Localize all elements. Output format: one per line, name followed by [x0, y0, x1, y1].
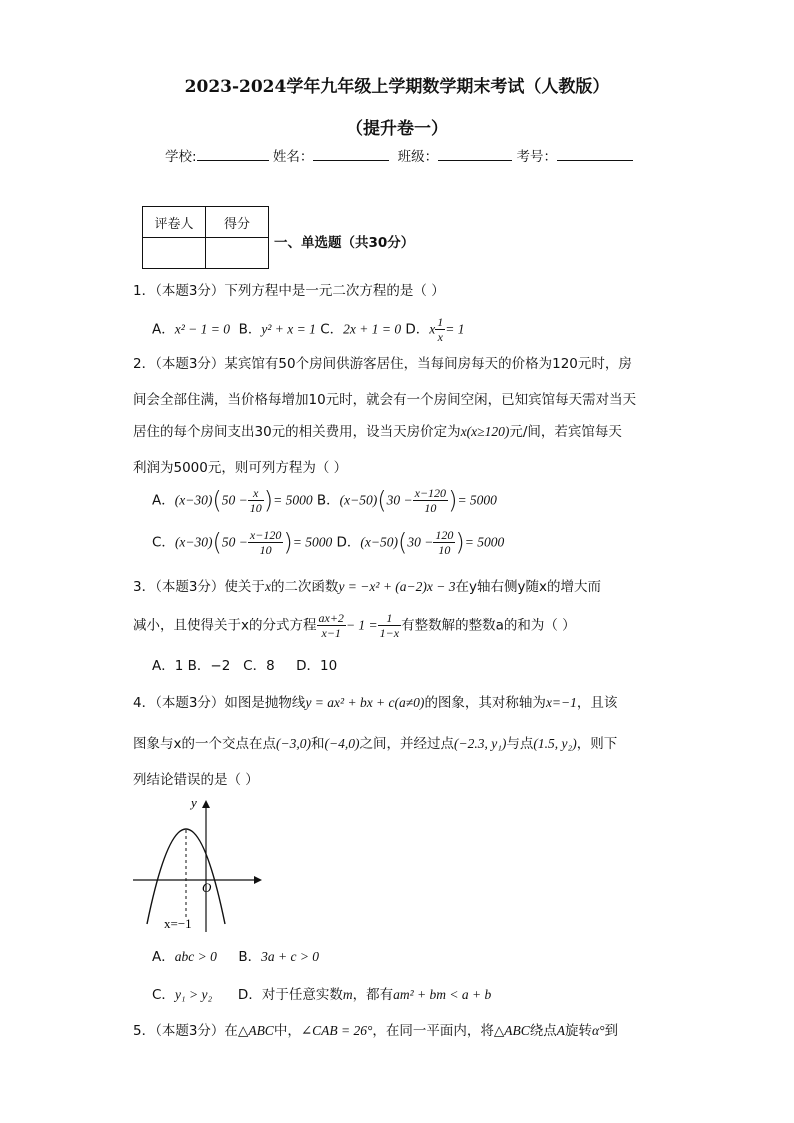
q2-option-b-left: (x−50)	[339, 492, 378, 508]
q4-option-d: am² + bm < a + b	[393, 987, 492, 1002]
q2-option-d-right: = 5000	[464, 534, 505, 550]
q3-l2-mid: − 1 =	[345, 617, 378, 633]
name-blank[interactable]	[313, 146, 389, 161]
q2-line2: 间会全部住满，当价格每增加10元时，就会有一个房间空闲，已知宾馆每天需对当天	[133, 392, 637, 408]
q4-l2-and2: 与点	[506, 736, 534, 752]
q4-point-2: (−4,0)	[324, 736, 360, 751]
q4-axis-math: x=−1	[545, 695, 577, 710]
q2-option-row-2: C．(x−30)(50 − $\frac{x-120}{10}$ )= 5000 D．(x−50)(30 − $\frac{120}{10}$ )= 5000	[152, 528, 505, 557]
q4-line3: 列结论错误的是（ ）	[133, 772, 259, 788]
name-label: 姓名：	[272, 149, 314, 165]
grader-score-table	[142, 206, 269, 269]
q2-option-a-fraction: $\frac{x}{10}$	[249, 486, 262, 515]
q2-option-d-mid: 30 −	[407, 534, 434, 550]
school-label: 学校:	[165, 149, 197, 165]
q3-l1-post: 在y轴右侧y随x的增大而	[455, 579, 601, 595]
q5-pre: 5．（本题3分）在	[133, 1023, 238, 1039]
graph-y-label: y	[191, 795, 197, 810]
q1-option-a: x² − 1 = 0	[174, 321, 231, 337]
q4-line1	[133, 691, 617, 711]
q1-stem: 1．（本题3分）下列方程中是一元二次方程的是（ ）	[133, 283, 445, 299]
q2-option-c-left: (x−30)	[174, 534, 213, 550]
q2-option-d-left: (x−50)	[360, 534, 399, 550]
q4-option-a-label[interactable]: A．	[152, 949, 175, 965]
q2-option-c-label[interactable]: C．	[152, 534, 175, 551]
q2-option-a-right: = 5000	[273, 492, 313, 508]
x-axis-arrow	[254, 876, 262, 884]
q4-l2-mid: 之间，并经过点	[359, 736, 454, 752]
q1-option-b: y² + x = 1	[261, 321, 316, 337]
q2-option-a-label[interactable]: A．	[152, 492, 175, 509]
q1-option-d-eq: = 1	[445, 321, 465, 337]
q4-options-row-2	[152, 983, 491, 1003]
q3-l2-pre: 减小，且使得关于x的分式方程	[133, 617, 317, 634]
q5-triangle: △ABC	[237, 1023, 274, 1038]
q2-line1: 2．（本题3分）某宾馆有50个房间供游客居住，当每间房每天的价格为120元时，房	[133, 356, 632, 372]
q1-option-c-label[interactable]: C．	[320, 321, 344, 338]
q3-fraction-1: $\frac{ax+2}{x-1}$	[318, 611, 344, 640]
q2-option-b-fraction: $\frac{x-120}{10}$	[414, 486, 447, 515]
q5-mid3: 绕点	[529, 1023, 557, 1039]
q4-option-b-label[interactable]: B．	[238, 949, 262, 965]
q2-option-d-fraction: $\frac{120}{10}$	[435, 528, 454, 557]
q5-alpha: α°	[592, 1023, 605, 1038]
q5-line1	[133, 1019, 618, 1039]
q5-mid4: 旋转	[565, 1023, 593, 1039]
y-axis-arrow	[202, 800, 210, 808]
q2-option-c-right: = 5000	[292, 534, 333, 550]
q1-option-d-x: x	[429, 321, 436, 337]
q4-line2	[133, 732, 617, 752]
class-blank[interactable]	[438, 146, 512, 161]
q4-option-a: abc > 0	[174, 949, 217, 964]
graph-axis-label: x=−1	[164, 916, 192, 931]
student-info-line	[165, 145, 633, 165]
q3-l1-mid: 的二次函数	[270, 579, 339, 595]
q4-l2-pre: 图象与x的一个交点在点	[133, 736, 276, 752]
q4-l1-mid: 的图象，其对称轴为	[424, 695, 546, 711]
q5-point: A	[556, 1023, 566, 1038]
q4-option-c: y₁ > y₂	[174, 987, 213, 1002]
q2-option-c-mid: 50 −	[221, 534, 248, 550]
score-header: 得分	[206, 207, 269, 238]
q4-option-d-m: m	[342, 987, 353, 1002]
q5-mid2: ，在同一平面内，将	[372, 1023, 494, 1039]
q5-post: 到	[604, 1023, 619, 1039]
score-cell[interactable]	[206, 238, 269, 269]
q1-options	[152, 315, 465, 344]
q5-mid1: 中，	[273, 1023, 301, 1039]
q4-point-1: (−3,0)	[276, 736, 311, 751]
q2-option-a-left: (x−30)	[174, 492, 213, 508]
q3-options[interactable]: A．1 B．−2 C．8 D．10	[152, 658, 338, 674]
exam-subtitle: （提升卷一）	[346, 119, 448, 139]
q3-l1-x: x	[264, 579, 271, 594]
q2-line3-post: 元/间，若宾馆每天	[509, 424, 622, 440]
q2-option-b-mid: 30 −	[386, 492, 413, 508]
q4-option-d-mid: ，都有	[352, 987, 394, 1003]
q3-l1-pre: 3．（本题3分）使关于	[133, 579, 265, 595]
q4-parabola-math: y = ax² + bx + c(a≠0)	[305, 695, 425, 710]
grader-cell[interactable]	[143, 238, 206, 269]
q1-option-c: 2x + 1 = 0	[343, 321, 402, 337]
q3-function-math: y = −x² + (a−2)x − 3	[338, 579, 456, 594]
q3-l2-post: 有整数解的整数a的和为（ ）	[401, 617, 576, 634]
q4-l2-and: 和	[310, 736, 325, 752]
q2-line4: 利润为5000元，则可列方程为（ ）	[133, 460, 348, 476]
q5-triangle-2: △ABC	[493, 1023, 530, 1038]
exam-no-blank[interactable]	[557, 146, 633, 161]
q2-line3-pre: 居住的每个房间支出30元的相关费用，设当天房价定为	[133, 424, 461, 440]
exam-title: 2023-2024学年九年级上学期数学期末考试（人教版）	[184, 77, 610, 97]
class-label: 班级：	[397, 149, 439, 165]
q4-parabola-graph	[128, 792, 268, 937]
q4-options-row-1	[152, 945, 319, 965]
q1-option-b-label[interactable]: B．	[238, 321, 262, 338]
q3-fraction-2: $\frac{1}{1-x}$	[379, 611, 400, 640]
q2-line3	[133, 420, 622, 440]
q4-l1-pre: 4．（本题3分）如图是抛物线	[133, 695, 306, 711]
q2-price-math: x(x≥120)	[460, 424, 510, 439]
q2-option-row-1: A．(x−30)(50 − $\frac{x}{10}$ )= 5000 B．(x−50)(30 − $\frac{x-120}{10}$ )= 5000	[152, 486, 497, 515]
q4-l2-post: ，则下	[576, 736, 618, 752]
grader-header: 评卷人	[143, 207, 206, 238]
exam-no-label: 考号：	[516, 149, 557, 165]
q2-option-b-right: = 5000	[457, 492, 497, 508]
q4-point-4: (1.5, y₂)	[533, 736, 577, 751]
q3-line1	[133, 575, 601, 595]
section-title: 一、单选题（共30分）	[274, 235, 415, 251]
q4-point-3: (−2.3, y₁)	[453, 736, 507, 751]
graph-origin-label: O	[202, 880, 212, 895]
school-blank[interactable]	[197, 146, 269, 161]
q2-option-c-fraction: $\frac{x-120}{10}$	[249, 528, 282, 557]
q4-option-b: 3a + c > 0	[261, 949, 320, 964]
q3-line2	[133, 611, 576, 640]
q4-l1-post: ，且该	[576, 695, 618, 711]
q2-option-a-mid: 50 −	[221, 492, 248, 508]
q2-option-d-label[interactable]: D．	[336, 534, 361, 551]
q5-angle: ∠CAB = 26°	[300, 1023, 373, 1038]
q1-option-d-label[interactable]: D．	[405, 321, 430, 338]
q4-option-c-label[interactable]: C．	[152, 987, 175, 1003]
q2-option-b-label[interactable]: B．	[316, 492, 340, 509]
q1-option-a-label[interactable]: A．	[152, 321, 175, 338]
q1-option-d-fraction: $\frac{1}{x}$	[437, 315, 444, 344]
q4-option-d-label[interactable]: D．对于任意实数	[237, 987, 343, 1003]
